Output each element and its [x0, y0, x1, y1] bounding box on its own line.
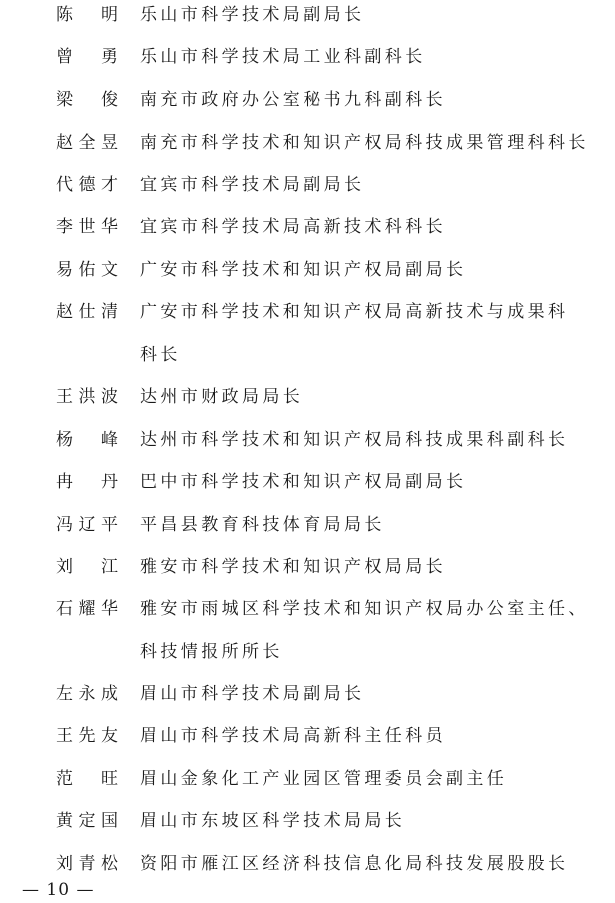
person-title: 眉山金象化工产业园区管理委员会副主任 [140, 769, 508, 789]
person-name: 李 世 华 [56, 217, 118, 237]
person-title: 达州市财政局局长 [140, 387, 304, 407]
person-title: 雅安市科学技术和知识产权局局长 [140, 557, 446, 577]
person-title: 广安市科学技术和知识产权局高新技术与成果科 [140, 302, 569, 322]
person-title: 资阳市雁江区经济科技信息化局科技发展股股长 [140, 854, 569, 874]
person-title: 眉山市东坡区科学技术局局长 [140, 811, 406, 831]
person-name: 范 旺 [56, 769, 118, 789]
person-name: 梁 俊 [56, 90, 118, 110]
person-name: 陈 明 [56, 5, 118, 25]
person-title: 乐山市科学技术局工业科副科长 [140, 47, 426, 67]
person-title: 南充市政府办公室秘书九科副科长 [140, 90, 446, 110]
person-name: 刘 青 松 [56, 854, 118, 874]
person-title: 宜宾市科学技术局副局长 [140, 175, 365, 195]
person-title: 平昌县教育科技体育局局长 [140, 515, 385, 535]
person-title: 眉山市科学技术局高新科主任科员 [140, 726, 446, 746]
person-title: 宜宾市科学技术局高新技术科科长 [140, 217, 446, 237]
person-name: 冯 辽 平 [56, 515, 118, 535]
person-title-continuation: 科技情报所所长 [140, 642, 283, 662]
person-title: 乐山市科学技术局副局长 [140, 5, 365, 25]
person-title: 眉山市科学技术局副局长 [140, 684, 365, 704]
person-name: 刘 江 [56, 557, 118, 577]
person-name: 王 先 友 [56, 726, 118, 746]
person-title: 达州市科学技术和知识产权局科技成果科副科长 [140, 430, 569, 450]
person-title: 南充市科学技术和知识产权局科技成果管理科科长 [140, 133, 589, 153]
page-number: — 10 — [22, 880, 95, 900]
person-name: 曾 勇 [56, 47, 118, 67]
person-name: 王 洪 波 [56, 387, 118, 407]
person-name: 易 佑 文 [56, 260, 118, 280]
person-name: 赵 仕 清 [56, 302, 118, 322]
person-title: 广安市科学技术和知识产权局副局长 [140, 260, 467, 280]
person-name: 石 耀 华 [56, 599, 118, 619]
person-name: 左 永 成 [56, 684, 118, 704]
person-title: 雅安市雨城区科学技术和知识产权局办公室主任、 [140, 599, 589, 619]
person-title-continuation: 科长 [140, 345, 181, 365]
person-name: 杨 峰 [56, 430, 118, 450]
person-name: 黄 定 国 [56, 811, 118, 831]
person-title: 巴中市科学技术和知识产权局副局长 [140, 472, 467, 492]
person-name: 冉 丹 [56, 472, 118, 492]
person-name: 代 德 才 [56, 175, 118, 195]
person-name: 赵 全 昱 [56, 133, 118, 153]
